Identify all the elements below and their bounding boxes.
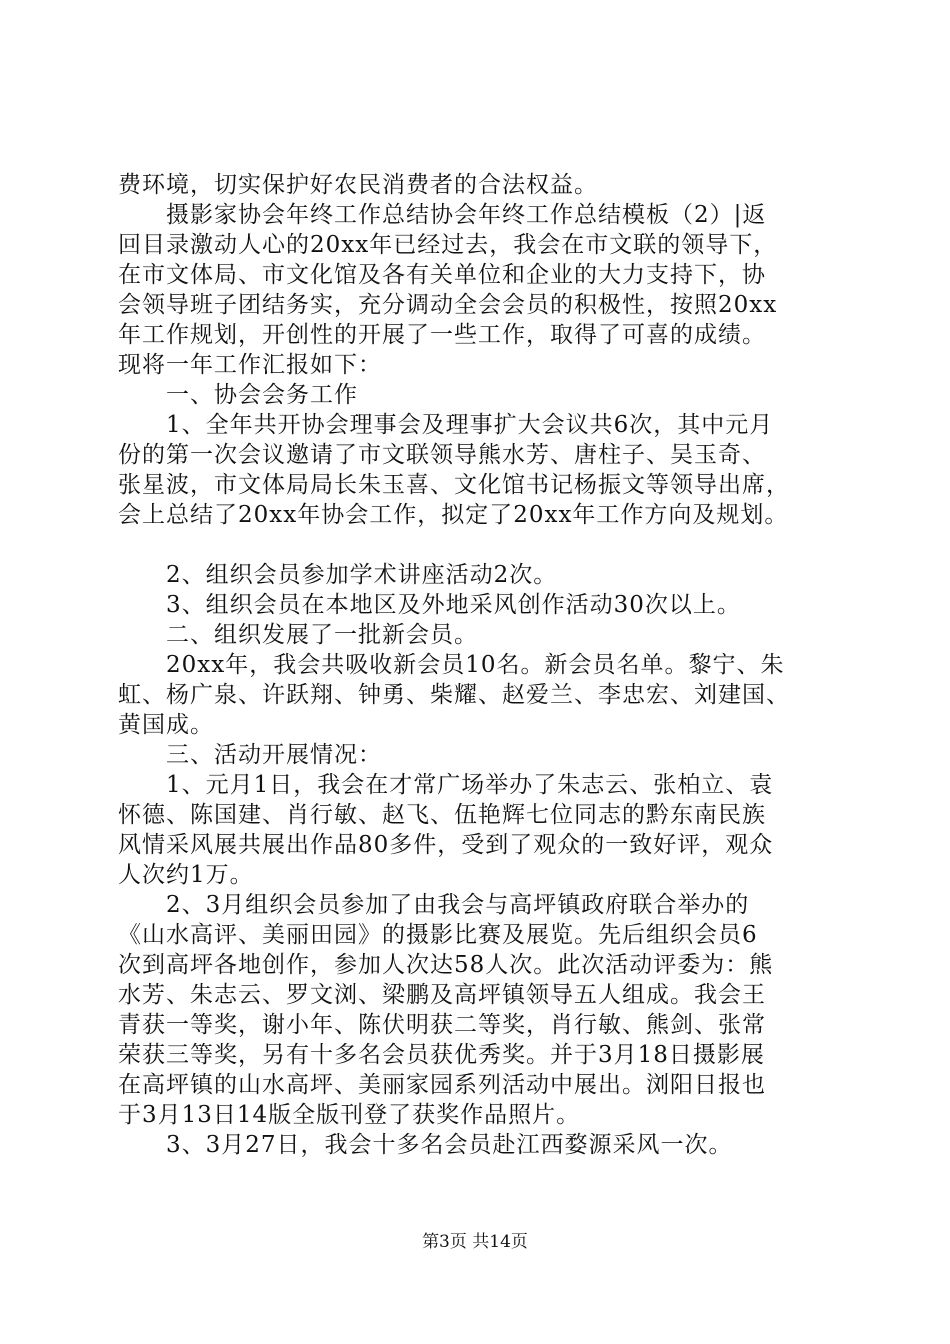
text-line: 在高坪镇的山水高坪、美丽家园系列活动中展出。浏阳日报也 — [118, 1072, 766, 1098]
text-line: 1、元月1日，我会在才常广场举办了朱志云、张柏立、袁 — [118, 772, 774, 798]
text-line: 2、组织会员参加学术讲座活动2次。 — [118, 562, 558, 588]
text-line: 风情采风展共展出作品80多件，受到了观众的一致好评，观众 — [118, 832, 774, 858]
text-line: 摄影家协会年终工作总结协会年终工作总结模板（2）|返 — [118, 202, 767, 228]
page-number-footer: 第3页 共14页 — [422, 1232, 528, 1252]
text-line: 在市文体局、市文化馆及各有关单位和企业的大力支持下，协 — [118, 262, 766, 288]
section-heading: 二、组织发展了一批新会员。 — [118, 622, 478, 648]
text-line: 1、全年共开协会理事会及理事扩大会议共6次，其中元月 — [118, 412, 774, 438]
text-line: 虹、杨广泉、许跃翔、钟勇、柴耀、赵爱兰、李忠宏、刘建国、 — [118, 682, 790, 708]
text-line: 年工作规划，开创性的开展了一些工作，取得了可喜的成绩。 — [118, 322, 766, 348]
text-line: 张星波，市文体局局长朱玉喜、文化馆书记杨振文等领导出席， — [118, 472, 790, 498]
text-line: 3、3月27日，我会十多名会员赴江西婺源采风一次。 — [118, 1132, 733, 1158]
text-line: 《山水高评、美丽田园》的摄影比赛及展览。先后组织会员6 — [118, 922, 758, 948]
text-line: 2、3月组织会员参加了由我会与高坪镇政府联合举办的 — [118, 892, 750, 918]
text-line: 3、组织会员在本地区及外地采风创作活动30次以上。 — [118, 592, 741, 618]
section-heading: 一、协会会务工作 — [118, 382, 358, 408]
blank-line — [118, 530, 858, 560]
text-line: 怀德、陈国建、肖行敏、赵飞、伍艳辉七位同志的黔东南民族 — [118, 802, 766, 828]
text-line: 会领导班子团结务实，充分调动全会会员的积极性，按照20xx — [118, 292, 778, 318]
text-line: 现将一年工作汇报如下： — [118, 352, 382, 378]
section-heading: 三、活动开展情况： — [118, 742, 382, 768]
text-line: 荣获三等奖，另有十多名会员获优秀奖。并于3月18日摄影展 — [118, 1042, 765, 1068]
text-line: 会上总结了20xx年协会工作，拟定了20xx年工作方向及规划。 — [118, 502, 789, 528]
text-line: 回目录激动人心的20xx年已经过去，我会在市文联的领导下， — [118, 232, 778, 258]
text-line: 次到高坪各地创作，参加人次达58人次。此次活动评委为：熊 — [118, 952, 774, 978]
text-line: 20xx年，我会共吸收新会员10名。新会员名单。黎宁、朱 — [118, 652, 785, 678]
text-line: 水芳、朱志云、罗文浏、梁鹏及高坪镇领导五人组成。我会王 — [118, 982, 766, 1008]
text-line: 费环境，切实保护好农民消费者的合法权益。 — [118, 172, 598, 198]
text-line: 于3月13日14版全版刊登了获奖作品照片。 — [118, 1102, 581, 1128]
text-line: 黄国成。 — [118, 712, 214, 738]
text-line: 青获一等奖，谢小年、陈伏明获二等奖，肖行敏、熊剑、张常 — [118, 1012, 766, 1038]
document-body — [118, 170, 858, 1160]
text-line: 份的第一次会议邀请了市文联领导熊水芳、唐柱子、吴玉奇、 — [118, 442, 766, 468]
text-line: 人次约1万。 — [118, 862, 254, 888]
